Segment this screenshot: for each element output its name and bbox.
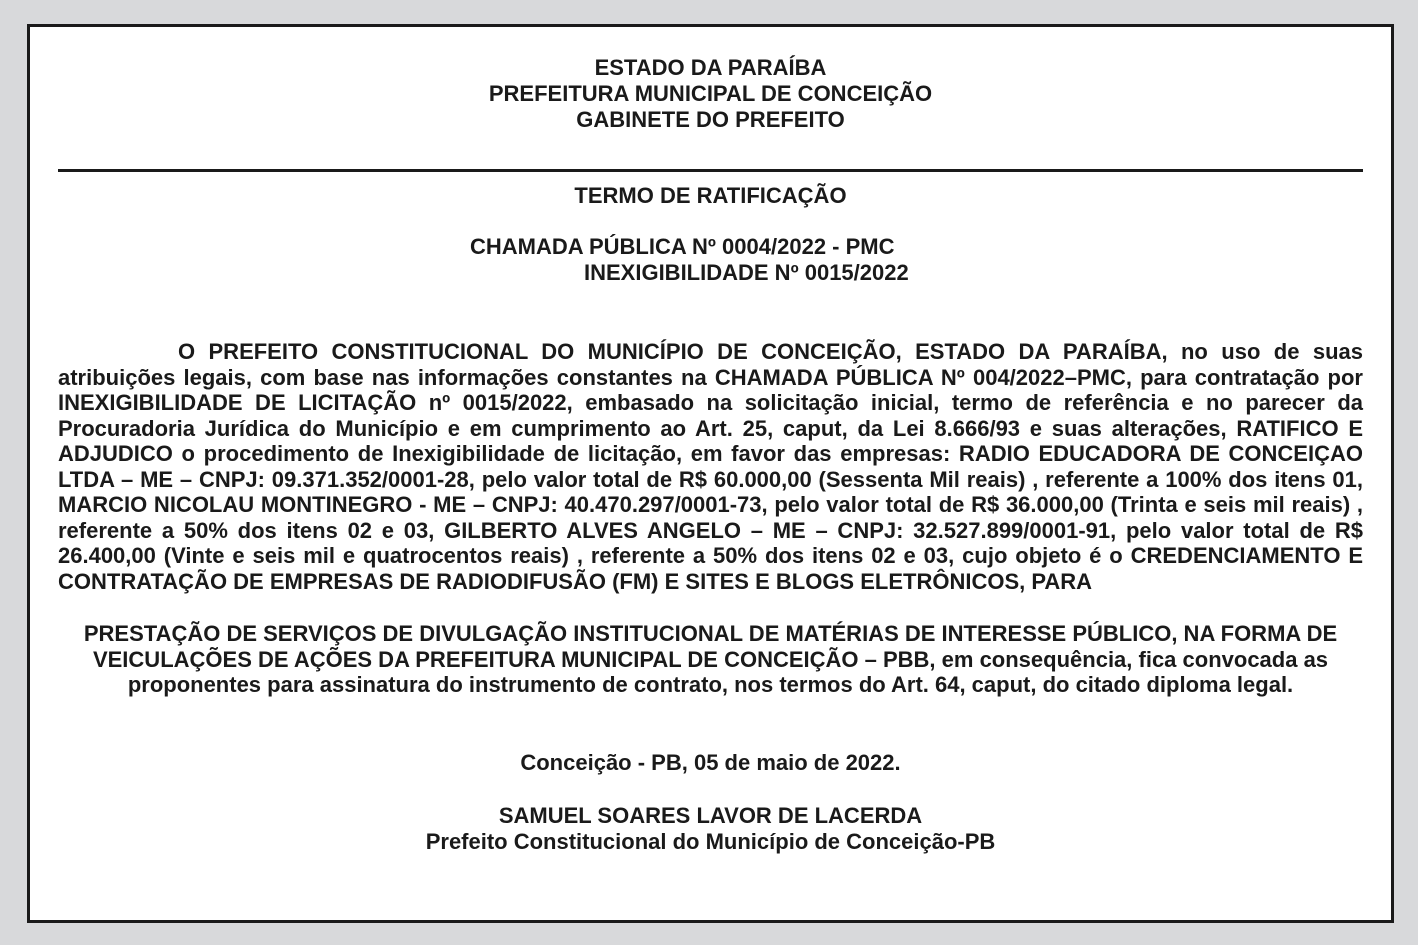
- document-title: TERMO DE RATIFICAÇÃO: [574, 183, 847, 208]
- reference-public-call: CHAMADA PÚBLICA Nº 0004/2022 - PMC: [470, 234, 895, 259]
- header-office: GABINETE DO PREFEITO: [576, 107, 845, 132]
- document-frame: [27, 24, 1394, 923]
- body-paragraph-centered: PRESTAÇÃO DE SERVIÇOS DE DIVULGAÇÃO INSTITUCIONAL DE MATÉRIAS DE INTERESSE PÚBLICO, NA FORMA DE VEICULAÇÕES DE AÇÕES DA PREFEITURA MUNICIPAL DE CONCEIÇÃO – PBB, em consequência, fica convocada as proponentes para assinatura do instrumento de contrato, nos termos do Art. 64, caput, do citado diploma legal.: [83, 621, 1338, 697]
- signature-block: [30, 803, 1391, 855]
- reference-inexigibility: INEXIGIBILIDADE Nº 0015/2022: [584, 260, 909, 285]
- document-header: [30, 55, 1391, 133]
- signatory-role: Prefeito Constitucional do Município de Conceição-PB: [425, 829, 996, 854]
- document-date: Conceição - PB, 05 de maio de 2022.: [520, 750, 901, 775]
- body-paragraph: O PREFEITO CONSTITUCIONAL DO MUNICÍPIO DE CONCEIÇÃO, ESTADO DA PARAÍBA, no uso de suas atribuições legais, com base nas informações constantes na CHAMADA PÚBLICA Nº 004/2022–PMC, para contratação por INEXIGIBILIDADE DE LICITAÇÃO nº 0015/2022, embasado na solicitação inicial, termo de referência e no parecer da Procuradoria Jurídica do Município e em cumprimento ao Art. 25, caput, da Lei 8.666/93 e suas alterações, RATIFICO E ADJUDICO o procedimento de Inexigibilidade de licitação, em favor das empresas: RADIO EDUCADORA DE CONCEIÇAO LTDA – ME – CNPJ: 09.371.352/0001-28, pelo valor total de R$ 60.000,00 (Sessenta Mil reais) , referente a 100% dos itens 01, MARCIO NICOLAU MONTINEGRO - ME – CNPJ: 40.470.297/0001-73, pelo valor total de R$ 36.000,00 (Trinta e seis mil reais) , referente a 50% dos itens 02 e 03, GILBERTO ALVES ANGELO – ME – CNPJ: 32.527.899/0001-91, pelo valor total de R$ 26.400,00 (Vinte e seis mil e quatrocentos reais) , referente a 50% dos itens 02 e 03, cujo objeto é o CREDENCIAMENTO E CONTRATAÇÃO DE EMPRESAS DE RADIODIFUSÃO (FM) E SITES E BLOGS ELETRÔNICOS, PARA: [58, 339, 1363, 594]
- header-state: ESTADO DA PARAÍBA: [594, 55, 827, 80]
- header-divider: [58, 169, 1363, 172]
- signatory-name: SAMUEL SOARES LAVOR DE LACERDA: [498, 803, 923, 828]
- header-municipality: PREFEITURA MUNICIPAL DE CONCEIÇÃO: [488, 81, 933, 106]
